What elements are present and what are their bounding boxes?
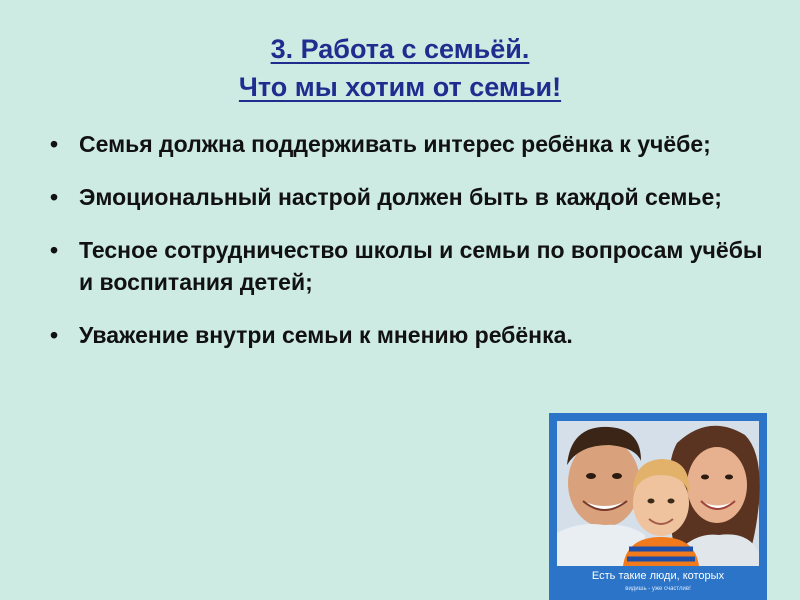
bullet-item (48, 234, 768, 298)
bullet-marker: • (50, 322, 59, 348)
bullet-marker: • (50, 131, 59, 157)
bullet-item (48, 181, 768, 213)
bullet-list (48, 128, 768, 372)
bullet-item (48, 319, 768, 351)
slide-title (0, 30, 800, 106)
bullet-text: Семья должна поддерживать интерес ребёнка к учёбе; (79, 131, 711, 157)
photo-caption: Есть такие люди, которых (591, 570, 725, 582)
family-photo (549, 413, 767, 600)
bullet-marker: • (50, 184, 59, 210)
bullet-text: Уважение внутри семьи к мнению ребёнка. (79, 322, 573, 348)
bullet-marker: • (50, 237, 59, 263)
bullet-text: Тесное сотрудничество школы и семьи по вопросам учёбы и воспитания детей; (79, 237, 763, 295)
slide-title-line-2: Что мы хотим от семьи! (238, 72, 562, 102)
slide-title-line-1: 3. Работа с семьёй. (270, 34, 530, 64)
bullet-item (48, 128, 768, 160)
photo-subcaption: видишь - уже счастлив! (625, 586, 691, 592)
bullet-text: Эмоциональный настрой должен быть в каждой семье; (79, 184, 722, 210)
